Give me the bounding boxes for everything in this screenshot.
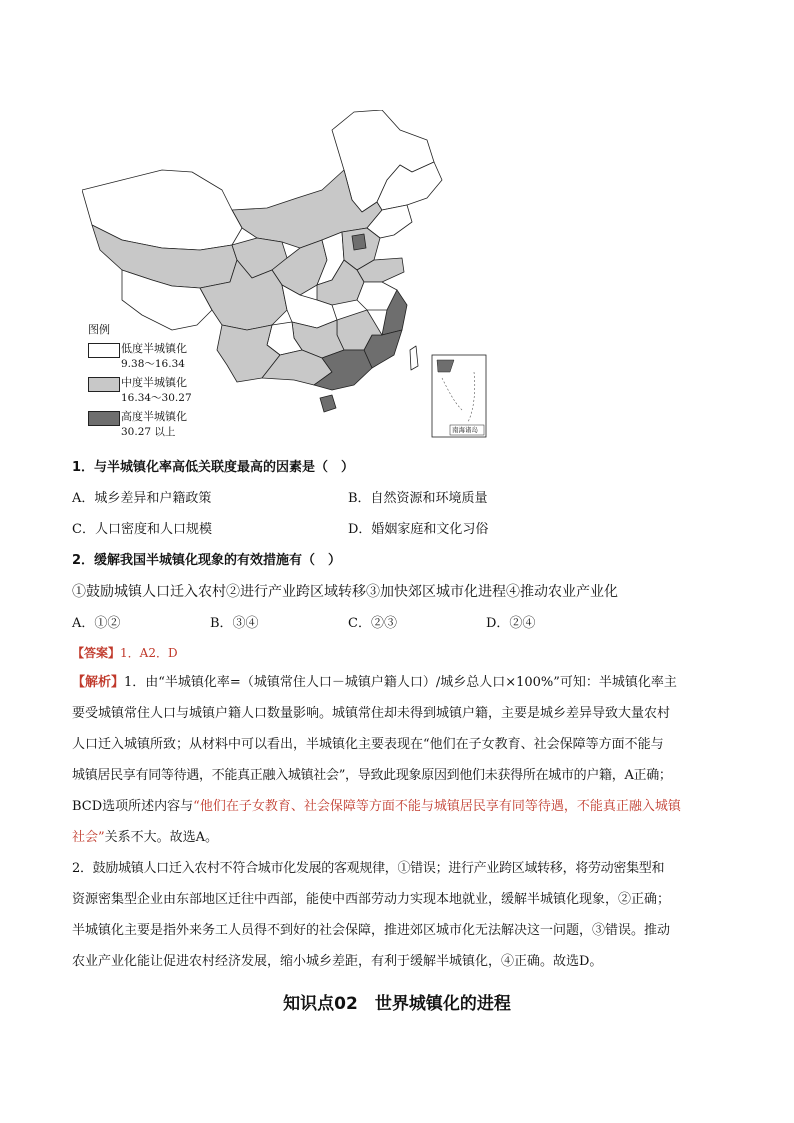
legend-swatch bbox=[88, 411, 120, 426]
legend-name: 中度半城镇化 bbox=[121, 376, 187, 389]
legend-name: 低度半城镇化 bbox=[121, 342, 187, 355]
analysis-line: 城镇居民享有同等待遇，不能真正融入城镇社会”，导致此现象原因到他们未获得所在城市的户籍，A正确； bbox=[72, 768, 672, 783]
legend-item-medium bbox=[88, 376, 192, 411]
legend-range: 9.38～16.34 bbox=[121, 358, 185, 370]
analysis-line bbox=[72, 791, 732, 822]
analysis-quote: “他们在子女教育、社会保障等方面不能与城镇居民享有同等待遇，不能真正融入城镇 bbox=[193, 799, 681, 814]
answer-text: 1．A2．D bbox=[120, 646, 178, 660]
analysis-label: 【解析】 bbox=[72, 675, 125, 690]
legend-name: 高度半城镇化 bbox=[121, 410, 187, 423]
q2-option-c: C．②③ bbox=[348, 616, 397, 631]
inset-label: 南海诸岛 bbox=[452, 426, 478, 434]
q2-option-a: A．①② bbox=[72, 616, 121, 631]
legend-title: 图例 bbox=[88, 323, 110, 336]
analysis-text: BCD选项所述内容与 bbox=[72, 799, 194, 814]
analysis-line: 资源密集型企业由东部地区迁往中西部，能使中西部劳动力实现本地就业，缓解半城镇化现象，②正确； bbox=[72, 892, 671, 907]
q1-option-c: C．人口密度和人口规模 bbox=[72, 522, 212, 537]
analysis-text: 1．由“半城镇化率=（城镇常住人口－城镇户籍人口）/城乡总人口×100%”可知：半城镇化率主 bbox=[124, 675, 677, 690]
question-1-stem: 1．与半城镇化率高低关联度最高的因素是（ ） bbox=[72, 460, 355, 475]
analysis-line: 要受城镇常住人口与城镇户籍人口数量影响。城镇常住却未得到城镇户籍，主要是城乡差异导致大量农村 bbox=[72, 706, 671, 721]
analysis-line bbox=[72, 667, 732, 698]
question-2-stem: 2．缓解我国半城镇化现象的有效措施有（ ） bbox=[72, 553, 342, 568]
legend-range: 16.34～30.27 bbox=[121, 392, 192, 404]
analysis-line bbox=[72, 822, 732, 853]
legend-item-low bbox=[88, 342, 187, 377]
q2-statements: ①鼓励城镇人口迁入农村②进行产业跨区域转移③加快郊区城市化进程④推动农业产业化 bbox=[72, 584, 618, 600]
q2-option-b: B．③④ bbox=[210, 616, 259, 631]
q1-option-a: A．城乡差异和户籍政策 bbox=[72, 491, 212, 506]
analysis-line: 2．鼓励城镇人口迁入农村不符合城市化发展的客观规律，①错误；进行产业跨区域转移，将劳动密集型和 bbox=[72, 861, 665, 876]
legend-swatch bbox=[88, 377, 120, 392]
analysis-line: 半城镇化主要是指外来务工人员得不到好的社会保障，推进郊区城市化无法解决这一问题，③错误。推动 bbox=[72, 923, 671, 938]
map-legend bbox=[88, 323, 192, 445]
q2-option-d: D．②④ bbox=[486, 616, 536, 631]
legend-item-high bbox=[88, 410, 187, 445]
legend-swatch bbox=[88, 343, 120, 358]
analysis-block bbox=[72, 667, 732, 977]
legend-range: 30.27 以上 bbox=[121, 426, 176, 438]
analysis-line: 农业产业化能让促进农村经济发展，缩小城乡差距，有利于缓解半城镇化，④正确。故选D。 bbox=[72, 954, 603, 969]
q1-option-d: D．婚姻家庭和文化习俗 bbox=[348, 522, 489, 537]
analysis-text: 关系不大。故选A。 bbox=[104, 830, 219, 845]
analysis-quote: 社会” bbox=[72, 830, 105, 845]
answer-line bbox=[72, 644, 178, 661]
section-title: 知识点02 世界城镇化的进程 bbox=[283, 994, 511, 1014]
q1-option-b: B．自然资源和环境质量 bbox=[348, 491, 488, 506]
analysis-line: 人口迁入城镇所致；从材料中可以看出，半城镇化主要表现在“他们在子女教育、社会保障等方面不能与 bbox=[72, 737, 664, 752]
answer-label: 【答案】 bbox=[72, 646, 121, 660]
